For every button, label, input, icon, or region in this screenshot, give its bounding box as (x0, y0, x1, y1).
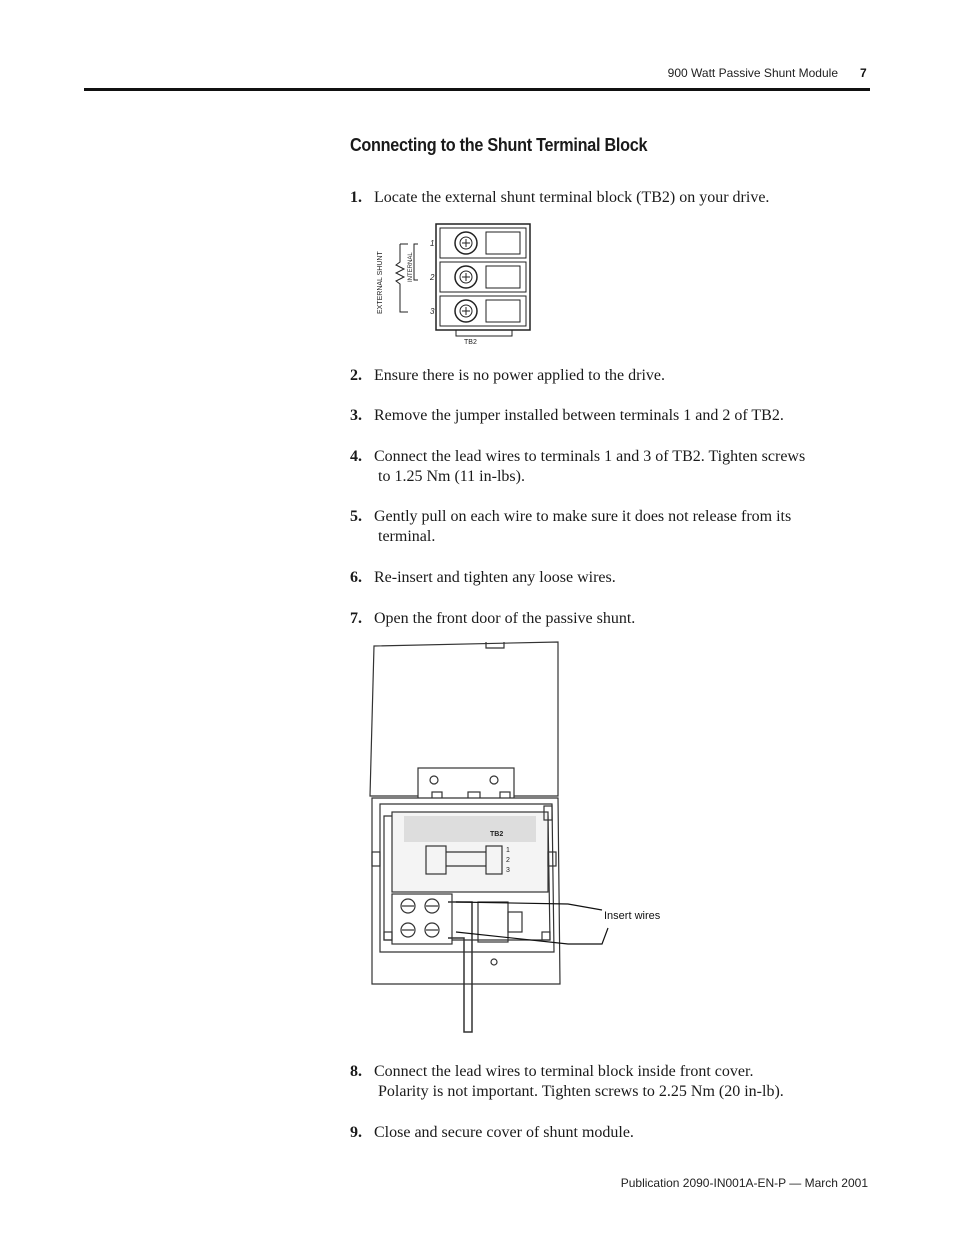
inner-terminal-1-label: 1 (506, 847, 510, 854)
step-number: 9. (350, 1124, 362, 1141)
step-7 (350, 609, 870, 629)
step-1 (350, 188, 870, 208)
step-3 (350, 406, 870, 426)
section-title: Connecting to the Shunt Terminal Block (350, 135, 648, 155)
publication-footer: Publication 2090-IN001A-EN-P — March 2001 (620, 1176, 868, 1190)
internal-terminal-block (392, 894, 452, 944)
shunt-module-figure (368, 640, 668, 1035)
step-number: 5. (350, 508, 362, 525)
page-number: 7 (860, 66, 867, 80)
step-text: Connect the lead wires to terminal block inside front cover. (374, 1063, 754, 1080)
step-2 (350, 366, 870, 386)
step-9 (350, 1123, 870, 1143)
tb2-label: TB2 (464, 339, 477, 346)
inner-tb2-label: TB2 (490, 831, 504, 838)
step-number: 4. (350, 448, 362, 465)
step-8 (350, 1062, 870, 1102)
terminal-block-body (436, 224, 530, 330)
step-text: Locate the external shunt terminal block (TB2) on your drive. (374, 189, 770, 206)
step-text: Re-insert and tighten any loose wires. (374, 569, 616, 586)
tb2-terminal-block-figure (372, 222, 538, 346)
step-4 (350, 447, 870, 487)
inner-terminal-3-label: 3 (506, 867, 510, 874)
step-5 (350, 507, 870, 547)
external-shunt-label: EXTERNAL SHUNT (377, 251, 384, 314)
inner-terminal-2-label: 2 (506, 857, 510, 864)
terminal-2-label: 2 (430, 273, 435, 282)
step-number: 2. (350, 367, 362, 384)
step-number: 3. (350, 407, 362, 424)
step-number: 6. (350, 569, 362, 586)
step-text: Connect the lead wires to terminals 1 and 3 of TB2. Tighten screws (374, 448, 806, 465)
step-text: Remove the jumper installed between terminals 1 and 2 of TB2. (374, 407, 784, 424)
internal-bracket (414, 244, 418, 280)
step-text: Close and secure cover of shunt module. (374, 1124, 634, 1141)
header-rule (84, 88, 870, 91)
header-title: 900 Watt Passive Shunt Module (667, 66, 838, 80)
step-text: Ensure there is no power applied to the drive. (374, 367, 666, 384)
terminal-3-label: 3 (430, 307, 435, 316)
insert-wires-callout: Insert wires (604, 910, 661, 922)
step-text-continued: terminal. (378, 528, 436, 545)
step-number: 7. (350, 610, 362, 627)
step-text: Gently pull on each wire to make sure it does not release from its (374, 508, 792, 525)
internal-label: INTERNAL (408, 252, 414, 282)
running-header (0, 66, 954, 96)
step-number: 8. (350, 1063, 362, 1080)
step-number: 1. (350, 189, 362, 206)
step-text-continued: to 1.25 Nm (11 in-lbs). (378, 468, 525, 485)
step-text: Open the front door of the passive shunt. (374, 610, 636, 627)
step-6 (350, 568, 870, 588)
resistor-symbol (396, 244, 408, 312)
step-text-continued: Polarity is not important. Tighten screws to 2.25 Nm (20 in-lb). (378, 1083, 784, 1100)
terminal-1-label: 1 (430, 239, 435, 248)
